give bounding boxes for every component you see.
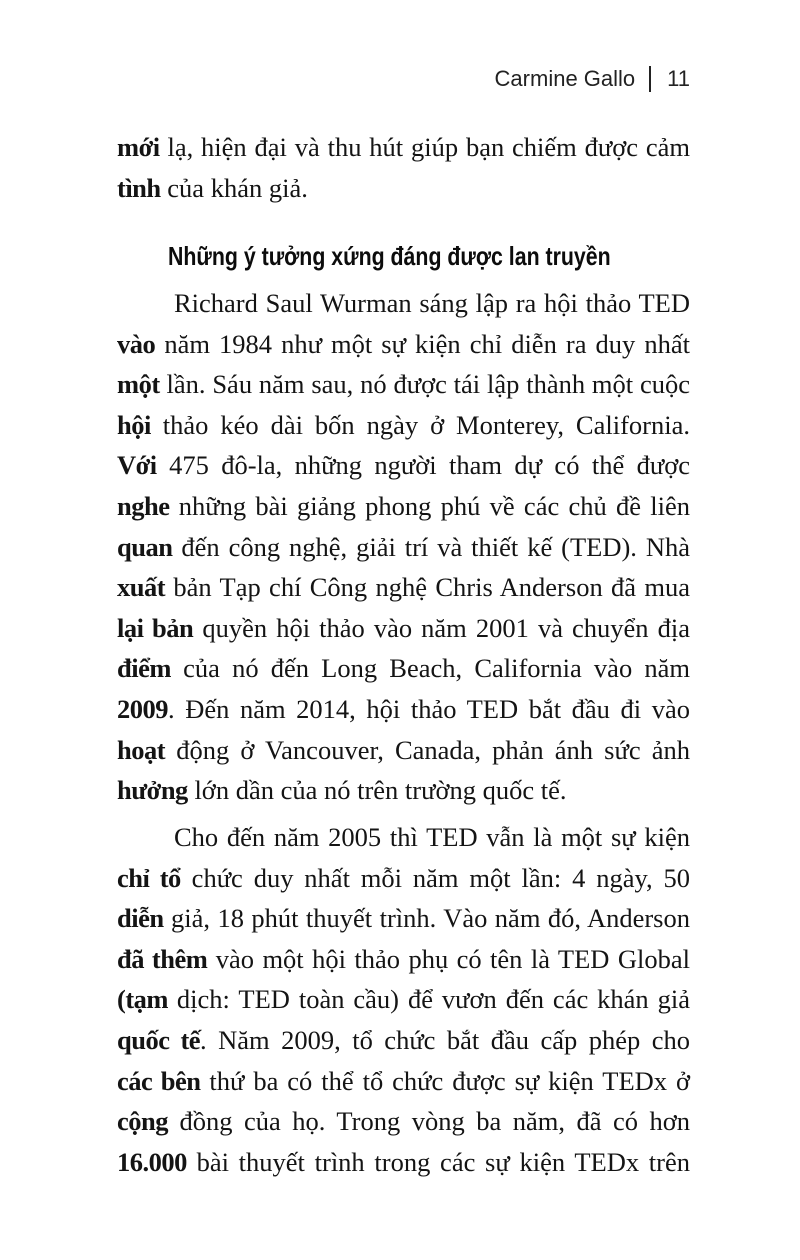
- text-line: các bên thứ ba có thể tổ chức được sự kiện TEDx ở: [117, 1065, 691, 1096]
- text-line: (tạm dịch: TED toàn cầu) để vươn đến các khán giả: [117, 984, 690, 1015]
- section-heading: Những ý tưởng xứng đáng được lan truyền: [168, 241, 611, 271]
- running-head: [495, 66, 690, 92]
- header-separator: [649, 66, 651, 92]
- text-line: mới lạ, hiện đại và thu hút giúp bạn chiếm được cảm: [117, 132, 690, 162]
- text-line: hưởng lớn dần của nó trên trường quốc tế.: [117, 775, 567, 806]
- text-line: nghe những bài giảng phong phú về các chủ đề liên: [117, 490, 690, 521]
- text-line: Richard Saul Wurman sáng lập ra hội thảo TED: [174, 288, 690, 318]
- text-line: Cho đến năm 2005 thì TED vẫn là một sự kiện: [174, 822, 690, 852]
- text-line: 16.000 bài thuyết trình trong các sự kiện TEDx trên: [117, 1146, 690, 1177]
- author-name: Carmine Gallo: [494, 66, 636, 91]
- paragraph-2: [117, 817, 690, 1182]
- lead-paragraph: [117, 127, 690, 208]
- text-line: Với 475 đô-la, những người tham dự có thể được: [117, 450, 690, 481]
- text-line: cộng đồng của họ. Trong vòng ba năm, đã có hơn: [117, 1106, 690, 1137]
- text-line: vào năm 1984 như một sự kiện chỉ diễn ra duy nhất: [117, 328, 690, 359]
- text-line: quốc tế. Năm 2009, tổ chức bắt đầu cấp phép cho: [117, 1024, 690, 1055]
- paragraph-1: [117, 283, 690, 811]
- page-number: 11: [667, 66, 690, 91]
- text-line: quan đến công nghệ, giải trí và thiết kế (TED). Nhà: [117, 531, 690, 562]
- text-line: chỉ tổ chức duy nhất mỗi năm một lần: 4 ngày, 50: [117, 862, 690, 893]
- text-line: điểm của nó đến Long Beach, California vào năm: [117, 653, 690, 684]
- text-line: tình của khán giả.: [117, 172, 308, 203]
- text-line: lại bản quyền hội thảo vào năm 2001 và chuyển địa: [117, 612, 691, 643]
- text-line: xuất bản Tạp chí Công nghệ Chris Anderson đã mua: [117, 572, 690, 603]
- text-line: hội thảo kéo dài bốn ngày ở Monterey, California.: [117, 409, 690, 440]
- text-line: một lần. Sáu năm sau, nó được tái lập thành một cuộc: [117, 369, 690, 400]
- text-line: 2009. Đến năm 2014, hội thảo TED bắt đầu đi vào: [117, 693, 690, 724]
- text-line: diễn giả, 18 phút thuyết trình. Vào năm đó, Anderson: [117, 903, 690, 934]
- text-line: hoạt động ở Vancouver, Canada, phản ánh sức ảnh: [117, 734, 690, 765]
- text-line: đã thêm vào một hội thảo phụ có tên là TED Global: [117, 943, 690, 974]
